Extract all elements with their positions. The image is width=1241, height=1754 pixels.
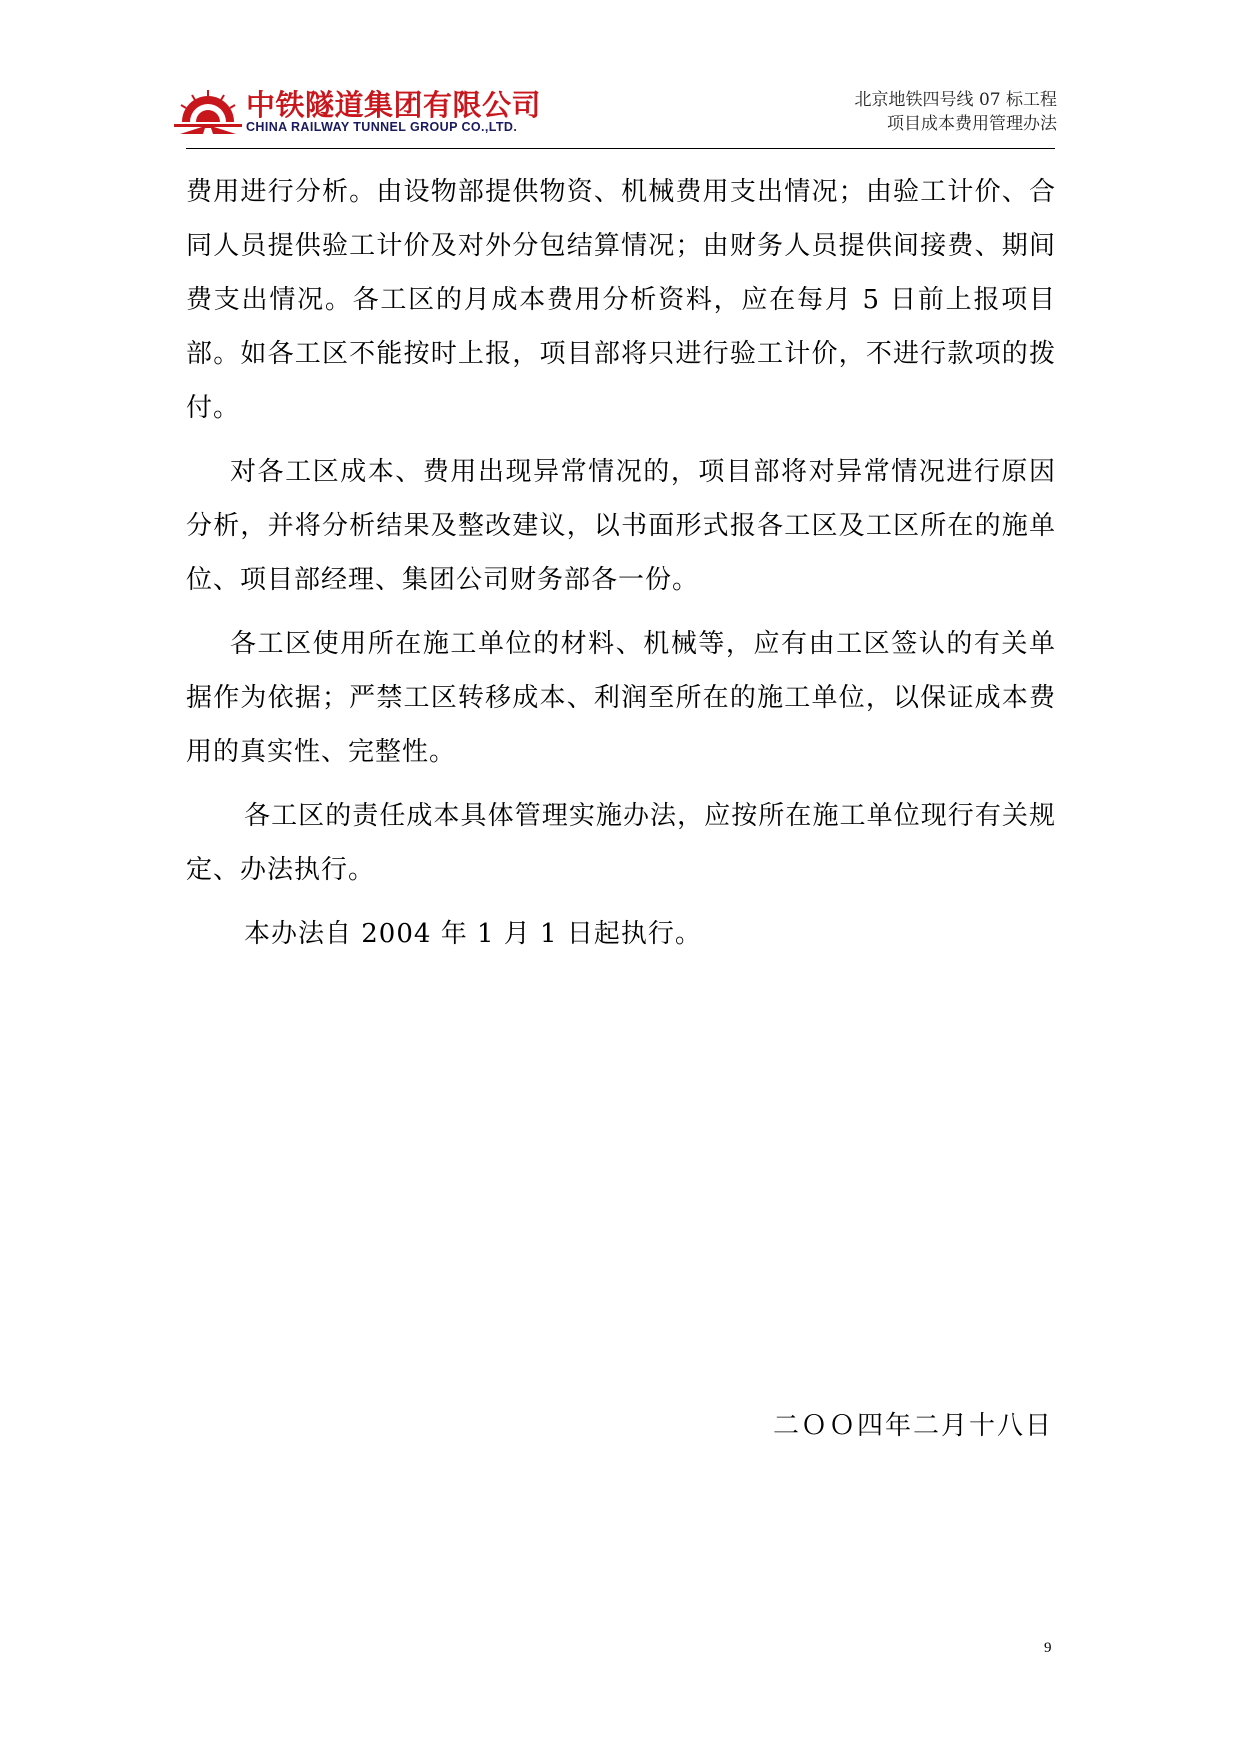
paragraph-abnormal-cases: 对各工区成本、费用出现异常情况的，项目部将对异常情况进行原因分析，并将分析结果及整改建议，以书面形式报各工区及工区所在的施单位、项目部经理、集团公司财务部各一份。 xyxy=(186,457,1056,595)
company-name-en: CHINA RAILWAY TUNNEL GROUP CO.,LTD. xyxy=(246,120,518,134)
paragraph-effective-date: 本办法自 2004 年 1 月 1 日起执行。 xyxy=(244,919,702,949)
paragraph-materials-usage: 各工区使用所在施工单位的材料、机械等，应有由工区签认的有关单据作为依据；严禁工区转移成本、利润至所在的施工单位，以保证成本费用的真实性、完整性。 xyxy=(186,629,1056,767)
company-name-cn: 中铁隧道集团有限公司 xyxy=(246,88,542,122)
page-number: 9 xyxy=(1044,1640,1052,1656)
project-title xyxy=(855,88,1057,136)
signature-date: 二ＯＯ四年二月十八日 xyxy=(772,1411,1053,1441)
document-body xyxy=(186,165,1056,961)
paragraph-responsibility-cost: 各工区的责任成本具体管理实施办法，应按所在施工单位现行有关规定、办法执行。 xyxy=(186,801,1056,885)
page-header xyxy=(0,0,1241,150)
project-title-line-1: 北京地铁四号线 07 标工程 xyxy=(854,90,1057,110)
project-title-line-2: 项目成本费用管理办法 xyxy=(887,114,1057,134)
company-logo xyxy=(172,82,572,140)
company-emblem-icon xyxy=(172,82,244,140)
header-divider xyxy=(186,148,1055,149)
paragraph-cost-analysis: 费用进行分析。由设物部提供物资、机械费用支出情况；由验工计价、合同人员提供验工计价及对外分包结算情况；由财务人员提供间接费、期间费支出情况。各工区的月成本费用分析资料，应在每月 5 日前上报项目部。如各工区不能按时上报，项目部将只进行验工计价，不进行款项的拨付。 xyxy=(186,177,1056,423)
